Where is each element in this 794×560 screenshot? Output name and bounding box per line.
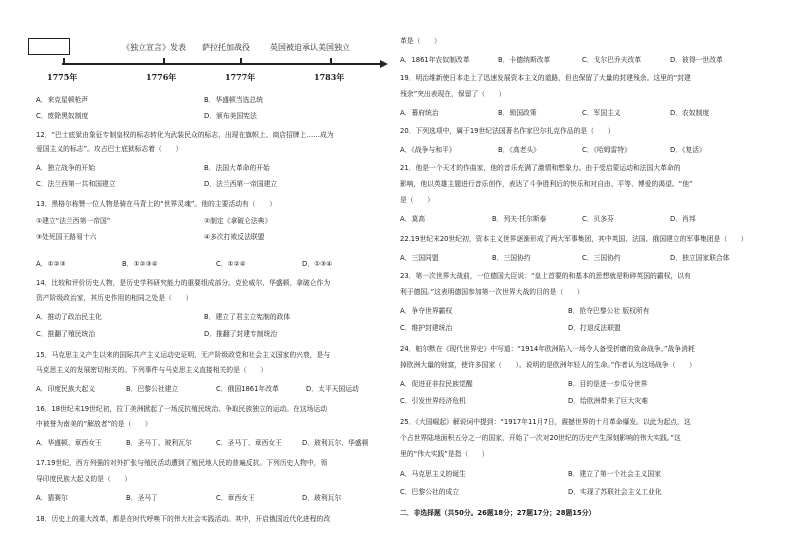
q21-stem: 影响，他以英雄主题进行音乐创作，表达了斗争胜利后的快乐和对自由、平等、博爱的渴望。“他” — [400, 180, 693, 188]
q21-stem: 是（ ） — [400, 196, 434, 204]
timeline-year: 1783年 — [314, 72, 345, 82]
q14-stem: 14．比较和评价历史人物，是历史学科研究能力的重要组成部分。克伦威尔、华盛顿、拿破仑作为 — [36, 279, 331, 287]
timeline-year: 1776年 — [146, 72, 177, 82]
q24-option-d[interactable]: D．给欧洲带来了巨大灾难 — [568, 397, 648, 405]
q17-option-c[interactable]: C．章西女王 — [216, 494, 255, 502]
q13-item-1: ①建立“法兰西第一帝国” — [36, 217, 111, 225]
q21-option-b[interactable]: B．列夫·托尔斯泰 — [492, 215, 547, 223]
q13-option-d[interactable]: D．①③④ — [302, 260, 333, 268]
q14-option-a[interactable]: A．推动了政治民主化 — [36, 313, 102, 321]
q25-option-b[interactable]: B．建立了第一个社会主义国家 — [568, 470, 662, 478]
q20-stem: 20．下列选项中，属于19世纪法国著名作家巴尔扎克作品的是（ ） — [400, 127, 615, 135]
q14-option-c[interactable]: C．推翻了殖民统治 — [36, 330, 96, 338]
q19-stem: 19．明治维新使日本走上了迅速发展资本主义的道路，但也保留了大量的封建残余。这里的“封建 — [400, 74, 691, 82]
q20-option-c[interactable]: C．《哈姆雷特》 — [582, 146, 631, 154]
q13-item-2: ②制定《拿破仑法典》 — [204, 217, 272, 225]
section-heading-nonchoice: 二．非选择题（共50分。26题18分；27题17分；28题15分） — [400, 509, 596, 517]
q21-option-d[interactable]: D．肖邦 — [670, 215, 696, 223]
q19-option-d[interactable]: D．农奴制度 — [670, 109, 710, 117]
q25-option-c[interactable]: C．巴黎公社的成立 — [400, 488, 460, 496]
q15-option-d[interactable]: D．太平天国运动 — [306, 385, 359, 393]
q21-option-a[interactable]: A．莫高 — [400, 215, 426, 223]
timeline-tick — [240, 58, 242, 64]
q25-stem: 25．《大国崛起》解说词中提到：“1917年11月7日，震撼世界的十月革命爆发。以此为起点，这 — [400, 418, 691, 426]
q15-option-c[interactable]: C．俄国1861年改革 — [216, 385, 279, 393]
q19-stem: 残余”突出表现在，保留了（ ） — [400, 90, 506, 98]
timeline-tick — [163, 58, 165, 64]
q20-option-d[interactable]: D．《复活》 — [670, 146, 706, 154]
q12-option-d[interactable]: D．法兰西第一帝国建立 — [204, 180, 278, 188]
timeline-event-1: 《独立宣言》发表 — [122, 43, 186, 52]
q13-item-3: ③处死国王路易十六 — [36, 233, 97, 241]
q25-option-d[interactable]: D．实现了苏联社会主义工业化 — [568, 488, 662, 496]
q22-option-d[interactable]: D．独立国家联合体 — [670, 254, 730, 262]
q13-option-c[interactable]: C．①②④ — [216, 260, 246, 268]
q14-option-d[interactable]: D．推翻了封建专制统治 — [204, 330, 278, 338]
q11-option-d[interactable]: D．颁布美国宪法 — [204, 112, 257, 120]
q16-stem: 中被誉为南美的“解放者”的是（ ） — [36, 420, 152, 428]
q15-option-a[interactable]: A．印度民族大起义 — [36, 385, 96, 393]
q17-stem: 17.19世纪，西方列强的对外扩张与殖民活动遭到了殖民地人民的普遍反抗。下列历史人物中，领 — [36, 459, 328, 467]
q14-option-b[interactable]: B．建立了君主立宪制的政体 — [204, 313, 291, 321]
timeline-tick — [63, 58, 65, 64]
q22-option-c[interactable]: C．三国协约 — [582, 254, 621, 262]
q12-option-b[interactable]: B．法国大革命的开始 — [204, 164, 270, 172]
timeline-year: 1777年 — [225, 72, 256, 82]
q18-option-d[interactable]: D．彼得一世改革 — [670, 56, 723, 64]
q13-option-b[interactable]: B．①②③④ — [122, 260, 158, 268]
q16-option-c[interactable]: C．圣马丁、章西女王 — [216, 439, 282, 447]
q16-stem: 16．18世纪末19世纪初，拉丁美洲掀起了一场反抗殖民统治、争取民族独立的运动。在这场运动 — [36, 405, 328, 413]
q17-option-b[interactable]: B．圣马丁 — [126, 494, 158, 502]
q12-option-c[interactable]: C．法兰西第一共和国建立 — [36, 180, 116, 188]
q12-stem: 12．“巴士底狱由象征专制皇权的标志转化为武装民众的标志，出现在旗帜上、商店招牌上……成为 — [36, 131, 334, 139]
q25-option-a[interactable]: A．马克思主义的诞生 — [400, 470, 466, 478]
timeline-year: 1775年 — [47, 72, 78, 82]
q24-option-a[interactable]: A．促进亚非拉民族觉醒 — [400, 380, 473, 388]
q16-option-a[interactable]: A．华盛顿、章西女王 — [36, 439, 102, 447]
q16-option-d[interactable]: D．玻利瓦尔、华盛顿 — [302, 439, 369, 447]
q18-option-a[interactable]: A．1861年农奴制改革 — [400, 56, 470, 64]
timeline-arrow-icon — [380, 60, 388, 68]
q12-stem: 爱国主义的标志”。攻占巴士底狱标志着（ ） — [36, 145, 183, 153]
q18-option-c[interactable]: C．戈尔巴乔夫改革 — [582, 56, 642, 64]
q15-stem: 马克思主义的发展密切相关的。下列事件与马克思主义直接相关的是（ ） — [36, 366, 268, 374]
q22-stem: 22.19世纪末20世纪初，资本主义世界逐渐形成了两大军事集团，其中英国、法国、俄国建立的军事集团是（ ） — [400, 235, 748, 243]
q24-option-c[interactable]: C．引发世界经济危机 — [400, 397, 466, 405]
q11-option-b[interactable]: B．华盛顿当选总统 — [204, 96, 264, 104]
q14-stem: 资产阶级政治家，其历史作用的相同之处是（ ） — [36, 294, 193, 302]
q13-option-a[interactable]: A．①②③ — [36, 260, 66, 268]
q18-stem: 18．历史上的重大改革，都是在时代呼唤下的伟大社会实践活动。其中，开启俄国近代化进程的改 — [36, 515, 331, 523]
q11-option-a[interactable]: A．来克星顿枪声 — [36, 96, 89, 104]
q13-stem: 13．黑格尔称赞一位人物是骑在马背上的“世界灵魂”。他的主要活动有（ ） — [36, 200, 276, 208]
timeline-tick — [330, 58, 332, 64]
q23-option-c[interactable]: C．维护封建统治 — [400, 324, 453, 332]
q18-option-b[interactable]: B．卡德纳斯改革 — [498, 56, 551, 64]
q24-option-b[interactable]: B．目的是进一步瓜分世界 — [568, 380, 648, 388]
q15-stem: 15．马克思主义产生以来的国际共产主义运动史证明，无产阶级政党和社会主义国家的兴衰，是与 — [36, 351, 331, 359]
q22-option-b[interactable]: B．三国协约 — [492, 254, 531, 262]
q23-option-d[interactable]: D．打退反法联盟 — [568, 324, 621, 332]
q15-option-b[interactable]: B．巴黎公社建立 — [126, 385, 179, 393]
q23-stem: 23．第一次世界大战前，一位德国大臣说：“皇上首要的和基本的思想就是粉碎英国的霸权，以有 — [400, 272, 691, 280]
timeline-event-2: 萨拉托加战役 — [202, 43, 250, 52]
q22-option-a[interactable]: A．三国同盟 — [400, 254, 439, 262]
q21-option-c[interactable]: C．贝多芬 — [582, 215, 614, 223]
timeline-blank-box — [28, 38, 70, 55]
q23-stem: 利于德国。”这表明德国参加第一次世界大战的目的是（ ） — [400, 288, 584, 296]
q23-option-a[interactable]: A．争夺世界霸权 — [400, 307, 453, 315]
q24-stem: 掉欧洲大量的财富，使许多国家（ ）。说明的是欧洲年轻人的生命。”作者认为这场战争（ ） — [400, 361, 696, 369]
q23-option-b[interactable]: B．抢夺巴黎公社 版权所有 — [568, 307, 650, 315]
q24-stem: 24．帕尔默在《现代世界史》中写道：“1914年欧洲陷入一场令人备受折磨的致命战争。”战争消耗 — [400, 345, 695, 353]
q19-option-c[interactable]: C．军国主义 — [582, 109, 621, 117]
q13-item-4: ④多次打败反法联盟 — [204, 233, 265, 241]
q25-stem: 个占世界陆地面积五分之一的国家，开始了一次对20世纪的历史产生深刻影响的伟大实践。”这 — [400, 434, 681, 442]
q21-stem: 21．他是一个天才的作曲家，他的音乐充满了激情和想象力。由于受启蒙运动和法国大革命的 — [400, 164, 681, 172]
q19-option-a[interactable]: A．幕府统治 — [400, 109, 439, 117]
q17-option-d[interactable]: D．玻利瓦尔 — [302, 494, 342, 502]
q20-option-b[interactable]: B．《高老头》 — [498, 146, 541, 154]
q12-option-a[interactable]: A．独立战争的开始 — [36, 164, 96, 172]
q17-stem: 导印度民族大起义的是（ ） — [36, 475, 132, 483]
q17-option-a[interactable]: A．猜赛尔 — [36, 494, 68, 502]
timeline-event-3: 英国被迫承认美国独立 — [270, 43, 350, 52]
q25-stem: 里的“伟大实践”是指（ ） — [400, 450, 489, 458]
q20-option-a[interactable]: A．《战争与和平》 — [400, 146, 456, 154]
q18-stem-cont: 革是（ ） — [400, 37, 441, 45]
q11-option-c[interactable]: C．废除黑奴制度 — [36, 112, 89, 120]
q19-option-b[interactable]: B．锁国政策 — [498, 109, 537, 117]
timeline-axis — [62, 63, 382, 65]
q16-option-b[interactable]: B．圣马丁、玻利瓦尔 — [126, 439, 192, 447]
